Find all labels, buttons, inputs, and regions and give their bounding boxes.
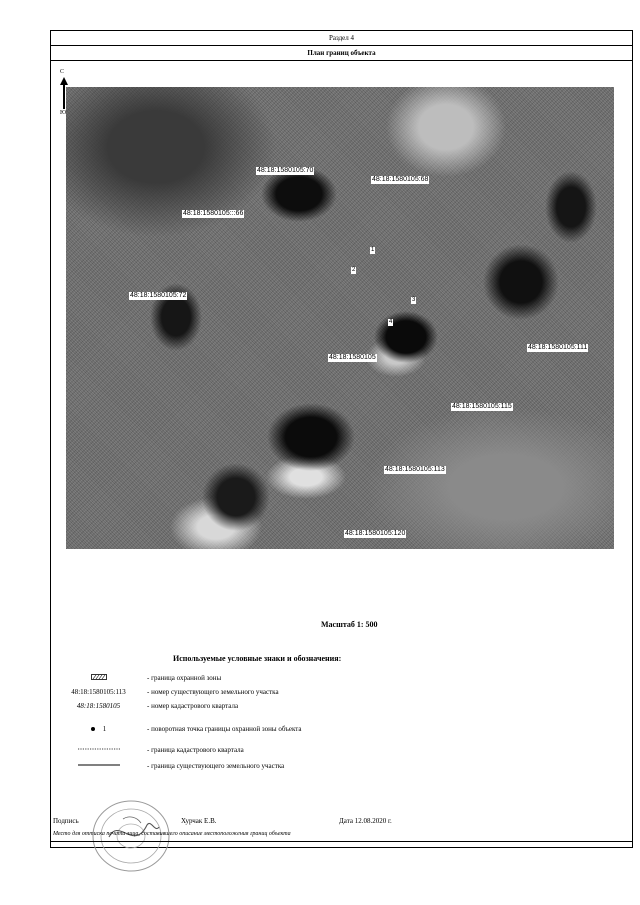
parcel-label: 48:18:1580105:113	[385, 466, 445, 473]
dot-icon	[91, 727, 95, 731]
solid-line-icon	[51, 762, 146, 770]
legend-text: - граница охранной зоны	[147, 674, 222, 682]
scale-label: Масштаб 1: 500	[321, 620, 378, 629]
hatched-box-icon	[51, 674, 146, 682]
stamp-footnote: Место для оттиска печати лица, составившего описание местоположения границ объекта	[53, 831, 291, 837]
legend-text: - граница существующего земельного участка	[147, 762, 285, 770]
legend-point-sample	[51, 725, 146, 733]
quarter-label: 48:18:1580105	[329, 354, 376, 361]
boundary-point-label: 3	[412, 297, 416, 303]
parcel-label: 48:18:1580105:72	[130, 292, 187, 299]
dotted-line-icon	[51, 746, 146, 754]
legend-sample: 48:18:1580105	[76, 702, 121, 710]
legend-item	[51, 674, 632, 688]
boundary-point-label: 2	[352, 267, 356, 273]
parcel-label: 48:18:1580105:::66	[183, 210, 244, 217]
legend-item	[51, 688, 632, 702]
boundary-point-label: 1	[371, 247, 375, 253]
legend-item	[51, 762, 632, 776]
legend-text: - номер кадастрового квартала	[147, 702, 239, 710]
legend-item	[51, 746, 632, 760]
bottom-divider	[51, 841, 632, 842]
signature-label: Подпись	[53, 817, 79, 825]
legend-sample: 48:18:1580105:113	[71, 688, 126, 696]
north-label: С	[60, 69, 65, 75]
legend-sample: 1	[102, 725, 107, 733]
legend-title: Используемые условные знаки и обозначения:	[173, 654, 342, 663]
parcel-label: 48:18:1580105:68	[372, 176, 429, 183]
plan-title: План границ объекта	[51, 46, 632, 61]
signature-date: Дата 12.08.2020 г.	[339, 817, 392, 825]
parcel-label: 48:18:1580105:115	[452, 403, 512, 410]
aerial-photo	[66, 87, 614, 549]
boundary-point-label: 4	[389, 319, 393, 325]
legend-item	[51, 702, 632, 716]
parcel-label: 48:18:1580105:120	[345, 530, 406, 537]
south-label: Ю	[60, 110, 67, 116]
legend-text: - граница кадастрового квартала	[147, 746, 244, 754]
signer-name: Хурчак Е.В.	[181, 817, 217, 825]
parcel-label: 48:18:1580105:111	[528, 344, 588, 351]
legend-text: - номер существующего земельного участка	[147, 688, 279, 696]
section-header: Раздел 4	[51, 31, 632, 46]
legend-text: - поворотная точка границы охранной зоны объекта	[147, 725, 302, 733]
legend-item	[51, 725, 632, 739]
document-sheet	[50, 30, 633, 848]
parcel-label: 48:18:1580105:70	[257, 167, 314, 174]
